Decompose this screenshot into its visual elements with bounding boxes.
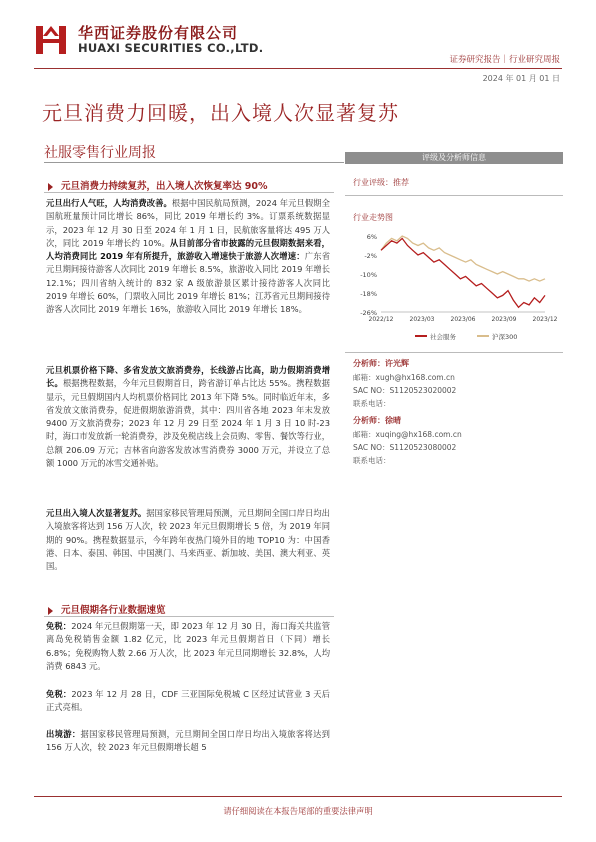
paragraph-lead: 免税： [46, 689, 72, 699]
huaxi-logo-icon [34, 22, 68, 56]
legend-label: 社会服务 [430, 333, 456, 341]
section-heading-2 [48, 602, 166, 616]
y-tick-label: -2% [364, 252, 377, 260]
section-divider [44, 616, 334, 617]
paragraph-dutyfree-1 [46, 620, 330, 673]
legal-notice: 请仔细阅读在本报告尾部的重要法律声明 [223, 806, 373, 816]
paragraph-border [46, 507, 330, 573]
paragraph-body: 据国家移民管理局预测，元旦期间全国口岸日均出入境旅客将达到 156 万人次，较 2023 年元旦假期增长超 5 [46, 729, 330, 753]
y-tick-label: -10% [360, 271, 377, 279]
section-heading-text: 元旦假期各行业数据速览 [61, 605, 166, 616]
x-tick-label: 2022/12 [368, 316, 394, 323]
paragraph-lead: 元旦机票价格下降、多省发放文旅消费券，长线游占比高，助力假期消费增长。 [46, 365, 330, 389]
panel-divider [345, 195, 563, 196]
analyst-contact: 联系电话： [353, 456, 391, 465]
paragraph-body: 根据中国民航局预测，2024 年元旦假期全国航班量预计同比增长 86%，同比 2019 年增长约 3%。订票系统数据显示，2023 年 12 月 30 日至 2024 年 1 月 1 日，民航旅客量将达 495 万人次，同比 2019 年增长约 10%。 [46, 198, 330, 248]
paragraph-lead: 元旦出入境人次显著复苏。 [46, 508, 147, 518]
paragraph-lead: 元旦出行人气旺，人均消费改善。 [46, 198, 172, 208]
paragraph-body: 2023 年 12 月 28 日，CDF 三亚国际免税城 C 区经过试营业 3 天后正式亮相。 [46, 689, 330, 713]
y-tick-label: -18% [360, 290, 377, 298]
analyst-email[interactable]: 邮箱：xuqing@hx168.com.cn [353, 430, 462, 439]
report-subtitle: 社服零售行业周报 [44, 145, 156, 161]
paragraph-dutyfree-2 [46, 688, 330, 715]
company-name-en: HUAXI SECURITIES CO.,LTD. [78, 41, 264, 55]
paragraph-outbound [46, 728, 330, 755]
analyst-sac: SAC NO：S1120523080002 [353, 443, 457, 452]
analyst-contact: 联系电话： [353, 399, 391, 408]
analyst-sac: SAC NO：S1120523020002 [353, 386, 457, 395]
info-band-title: 评级及分析师信息 [422, 153, 486, 162]
y-tick-label: 6% [366, 233, 377, 241]
company-name-cn: 华西证券股份有限公司 [78, 24, 239, 42]
subtitle-divider [44, 162, 344, 163]
section-heading-1 [48, 178, 268, 192]
analyst-name: 分析师：许光辉 [353, 359, 409, 368]
paragraph-body: 2024 年元旦假期第一天，即 2023 年 12 月 30 日，海口海关共监管离岛免税销售金额 1.82 亿元，比 2023 年元旦假期首日（下同）增长 6.8%；免税购物人数 2.66 万人次，比 2023 年元旦同期增长 32.8%，人均消费 6843 元。 [46, 621, 330, 671]
industry-trend-chart [345, 228, 563, 346]
analyst-email[interactable]: 邮箱：xugh@hx168.com.cn [353, 373, 455, 382]
y-tick-label: -26% [360, 309, 377, 317]
chart-title: 行业走势图 [353, 213, 393, 222]
analyst-block-1 [353, 358, 456, 409]
paragraph-tickets [46, 364, 330, 470]
footer-divider [34, 796, 562, 797]
x-tick-label: 2023/06 [450, 316, 476, 323]
analyst-name: 分析师：徐晴 [353, 416, 401, 425]
header-divider [34, 68, 562, 69]
paragraph-body-2: 广东省元旦期间接待游客人次同比 2019 年增长 8.5%，旅游收入同比 2019 年增长 12.1%；四川省纳入统计的 832 家 A 级旅游景区累计接待游客人次同比 2019 年增长 60%，门票收入同比 2019 年增长 81%；江苏省元旦期间接待游客人次同比 2019 年增长 16%，旅游收入同比 2019 年增长 18%。 [46, 251, 330, 315]
report-type: 证券研究报告｜行业研究周报 [449, 55, 560, 65]
bullet-triangle-icon [48, 183, 53, 191]
bullet-triangle-icon [48, 607, 53, 615]
paragraph-lead: 出境游： [46, 729, 81, 739]
report-date: 2024 年 01 月 01 日 [482, 74, 560, 83]
paragraph-lead: 免税： [46, 621, 72, 631]
x-tick-label: 2023/09 [491, 316, 517, 323]
x-tick-label: 2023/12 [532, 316, 558, 323]
section-divider [44, 192, 334, 193]
paragraph-lead-2: 从目前部分省市披露的元旦假期数据来看，人均消费同比 2019 年有所提升，旅游收入增速快于旅游人次增速： [46, 237, 330, 262]
legend-label: 沪深300 [492, 333, 518, 341]
panel-divider [345, 352, 563, 353]
paragraph-body: 据国家移民管理局预测，元旦期间全国口岸日均出入境旅客将达到 156 万人次，较 2023 年元旦假期增长 5 倍，为 2019 年同期的 90%。携程数据显示，今年跨年夜热门境外目的地 TOP10 为：中国香港、日本、泰国、韩国、中国澳门、马来西亚、新加坡、美国、澳大利亚、英国。 [46, 508, 330, 572]
x-tick-label: 2023/03 [409, 316, 435, 323]
paragraph-travel [46, 197, 330, 317]
paragraph-body: 根据携程数据，今年元旦假期首日，跨省游订单占比达 55%。携程数据显示，元旦假期国内人均机票价格同比 2013 年下降 5%。同时临近年末，多省发放文旅消费券，促进假期旅游消费，其中：四川省各地 2023 年末发放 9400 万文旅消费券；2023 年 12 月 29 日至 2024 年 1 月 3 日 10 时-23 时，海口市发放新一轮消费券，涉及免税店线上会员购、零售、餐饮等行业，总额 206.09 万元；吉林省向游客发放冰雪消费券 3000 万元，并设立了总额 1000 万元的冰雪交通补贴。 [46, 378, 330, 469]
report-title: 元旦消费力回暖，出入境人次显著复苏 [42, 101, 399, 125]
section-heading-text: 元旦消费力持续复苏，出入境人次恢复率达 90% [61, 181, 268, 192]
analyst-block-2 [353, 415, 462, 466]
series-line-social-services [381, 238, 545, 307]
industry-rating: 行业评级：推荐 [353, 178, 409, 187]
